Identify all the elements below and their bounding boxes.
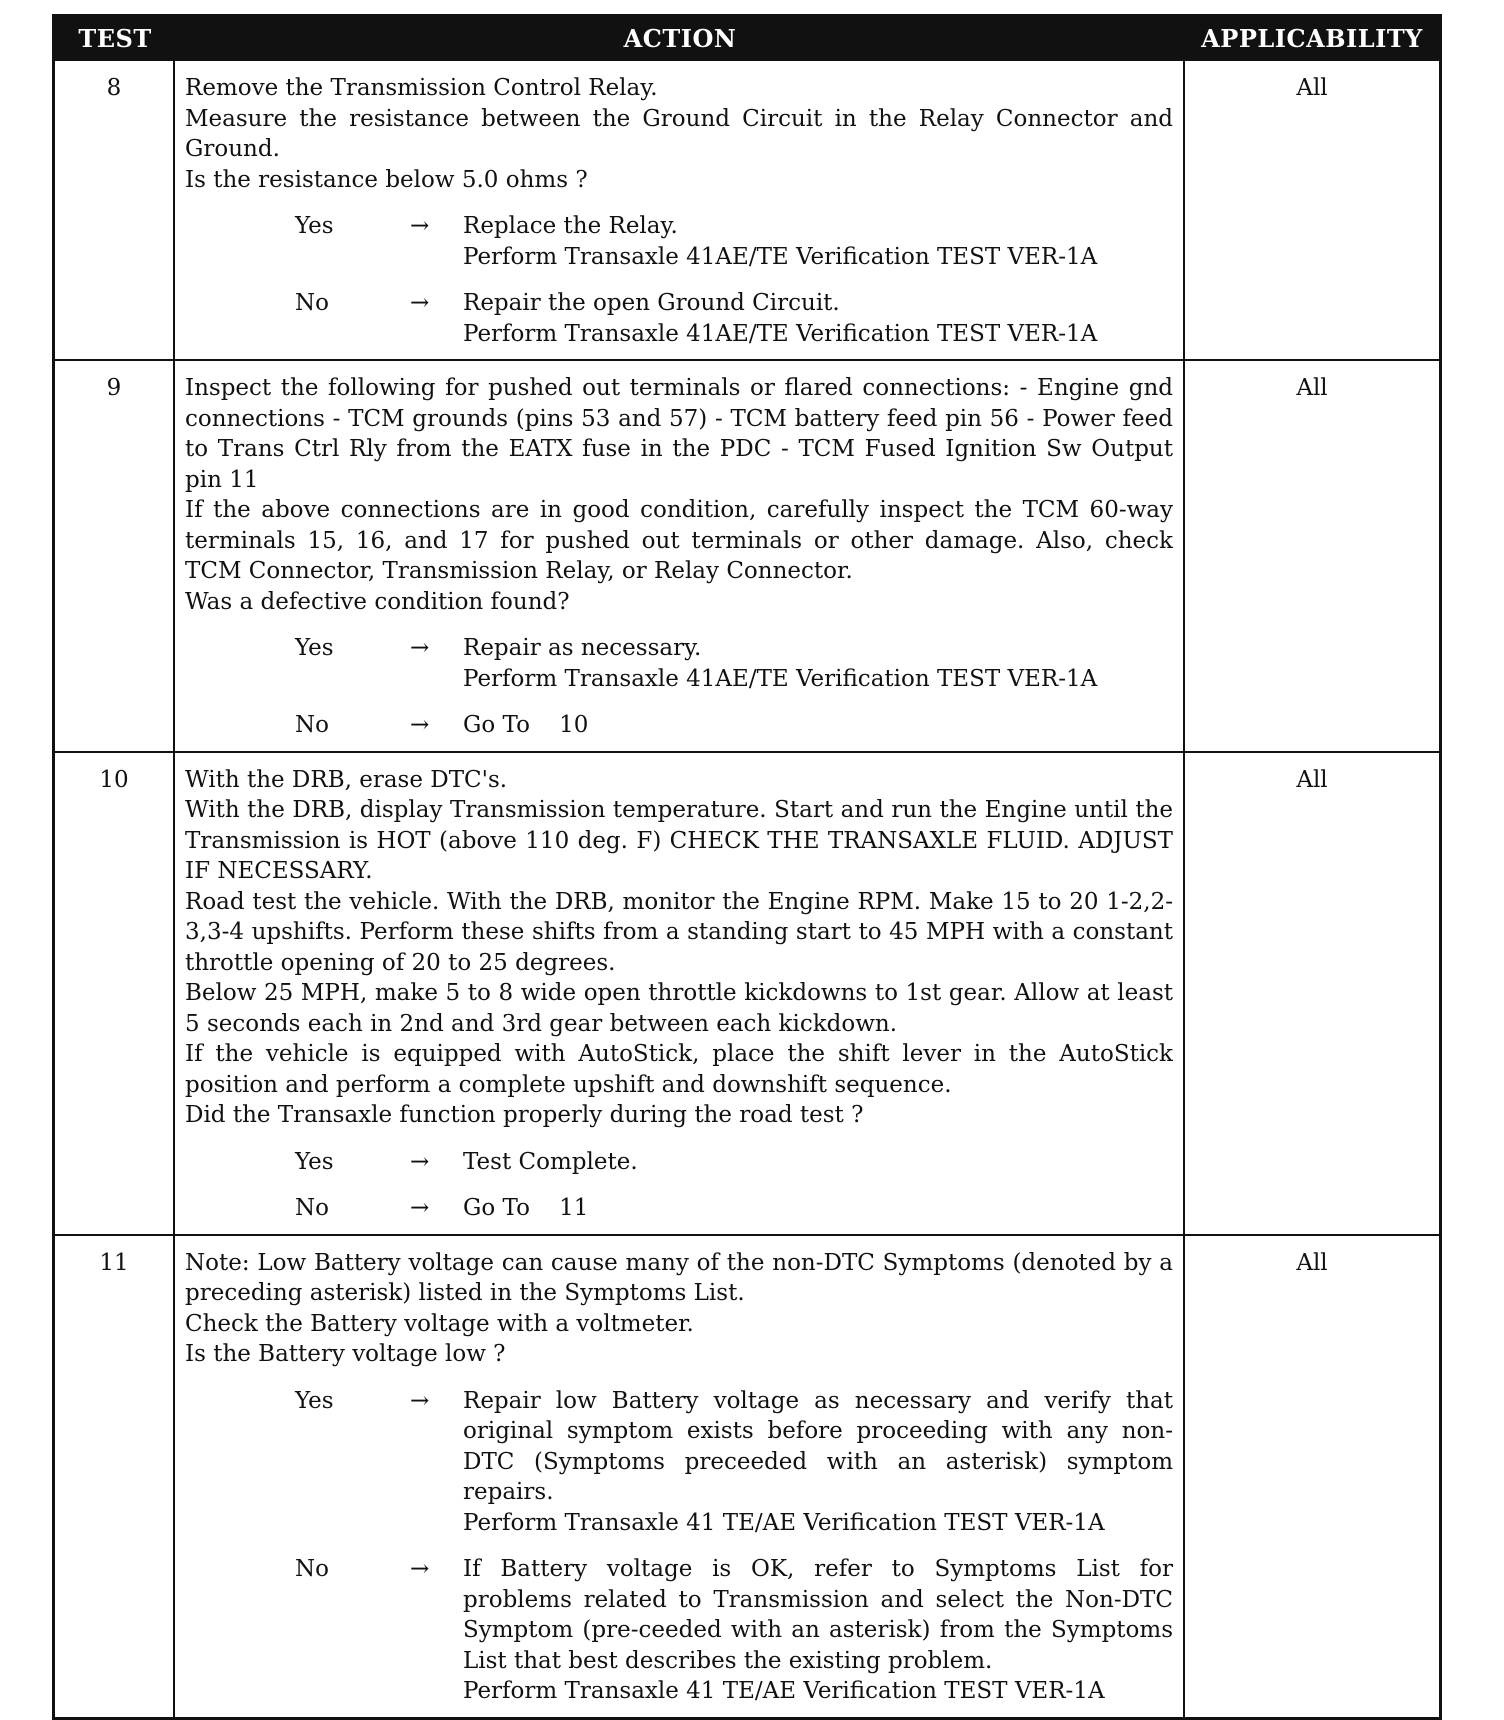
action-line: Note: Low Battery voltage can cause many of the non-DTC Symptoms (denoted by a preceding asterisk) listed in the Symptoms List. [185,1249,1173,1306]
right-arrow-icon: → [410,290,430,316]
no-instructions [463,1554,1173,1707]
no-label: No [295,290,329,316]
action-cell [175,361,1185,751]
no-response [185,710,1173,741]
header-applicability: APPLICABILITY [1201,23,1423,53]
response-line: If Battery voltage is OK, refer to Symptoms List for problems related to Transmission and select the Non-DTC Symptom (pre-ceeded with an asterisk) from the Symptoms List that best describes the existing problem. [463,1556,1173,1674]
yes-label: Yes [295,213,334,239]
applicability-value: All [1296,1249,1328,1276]
no-instructions [463,288,1173,349]
action-line: Was a defective condition found? [185,588,570,615]
action-line: Road test the vehicle. With the DRB, monitor the Engine RPM. Make 15 to 20 1-2,2-3,3-4 upshifts. Perform these shifts from a standing start to 45 MPH with a constant throttle opening of 20 to 25 degrees. [185,888,1173,976]
response-line: Go To 11 [463,1195,589,1221]
yes-response [185,633,1173,694]
no-response [185,1193,1173,1224]
yes-instructions [463,1147,1173,1178]
test-number: 11 [55,1236,175,1717]
action-line: Is the resistance below 5.0 ohms ? [185,166,588,193]
right-arrow-icon: → [410,1148,430,1175]
no-instructions [463,710,1173,741]
action-line: With the DRB, display Transmission temperature. Start and run the Engine until the Transmission is HOT (above 110 deg. F) CHECK THE TRANSAXLE FLUID. ADJUST IF NECESSARY. [185,797,1173,884]
right-arrow-icon: → [410,635,430,661]
right-arrow-icon: → [410,1556,430,1582]
action-line: Measure the resistance between the Ground Circuit in the Relay Connector and Ground. [185,105,1173,162]
response-line: Test Complete. [463,1148,638,1175]
table-row [55,751,1439,1234]
response-line: Go To 10 [463,712,589,738]
response-line: Perform Transaxle 41AE/TE Verification TEST VER-1A [463,320,1098,347]
applicability-value: All [1296,766,1328,793]
yes-instructions [463,633,1173,694]
test-number: 10 [55,753,175,1234]
no-label: No [295,1556,329,1582]
header-test: TEST [78,23,152,53]
action-line: Did the Transaxle function properly during the road test ? [185,1102,864,1128]
header-action: ACTION [623,23,737,53]
action-line: Is the Battery voltage low ? [185,1341,506,1367]
yes-instructions [463,1386,1173,1539]
no-response [185,288,1173,349]
action-line: With the DRB, erase DTC's. [185,766,508,793]
table-row [55,1234,1439,1717]
right-arrow-icon: → [410,1387,430,1414]
action-line: Below 25 MPH, make 5 to 8 wide open throttle kickdowns to 1st gear. Allow at least 5 seconds each in 2nd and 3rd gear between each kickdown. [185,980,1173,1037]
yes-label: Yes [295,1148,334,1175]
action-cell [175,1236,1185,1717]
action-line: If the vehicle is equipped with AutoStick, place the shift lever in the AutoStick position and perform a complete upshift and downshift sequence. [185,1041,1173,1098]
yes-instructions [463,211,1173,272]
action-line: Remove the Transmission Control Relay. [185,75,658,101]
response-line: Repair as necessary. [463,635,702,661]
applicability-value: All [1296,375,1328,401]
test-number: 9 [55,361,175,751]
action-line: Check the Battery voltage with a voltmeter. [185,1310,694,1337]
table-row [55,59,1439,359]
response-line: Perform Transaxle 41AE/TE Verification TEST VER-1A [463,243,1098,270]
response-line: Replace the Relay. [463,213,678,239]
action-line: Inspect the following for pushed out terminals or flared connections: - Engine gnd connections - TCM grounds (pins 53 and 57) - TCM battery feed pin 56 - Power feed to Trans Ctrl Rly from the EATX fuse in the PDC - TCM Fused Ignition Sw Output pin 11 [185,375,1173,493]
response-line: Perform Transaxle 41 TE/AE Verification TEST VER-1A [463,1509,1105,1536]
no-instructions [463,1193,1173,1224]
no-label: No [295,1195,329,1221]
table-header [55,17,1439,59]
right-arrow-icon: → [410,1195,430,1221]
right-arrow-icon: → [410,712,430,738]
yes-label: Yes [295,1387,334,1414]
response-line: Repair low Battery voltage as necessary and verify that original symptom exists before proceeding with any non-DTC (Symptoms preceeded with an asterisk) symptom repairs. [463,1387,1173,1505]
test-number: 8 [55,61,175,359]
right-arrow-icon: → [410,213,430,239]
yes-label: Yes [295,635,334,661]
diagnostic-test-table [52,14,1442,1720]
yes-response [185,1386,1173,1539]
table-row [55,359,1439,751]
yes-response [185,211,1173,272]
action-cell [175,753,1185,1234]
no-response [185,1554,1173,1707]
no-label: No [295,712,329,738]
response-line: Perform Transaxle 41AE/TE Verification TEST VER-1A [463,665,1098,692]
applicability-value: All [1296,75,1328,101]
action-cell [175,61,1185,359]
yes-response [185,1147,1173,1178]
response-line: Repair the open Ground Circuit. [463,290,840,316]
action-line: If the above connections are in good condition, carefully inspect the TCM 60-way terminals 15, 16, and 17 for pushed out terminals or other damage. Also, check TCM Connector, Transmission Relay, or Relay Connector. [185,497,1173,584]
response-line: Perform Transaxle 41 TE/AE Verification TEST VER-1A [463,1678,1105,1704]
